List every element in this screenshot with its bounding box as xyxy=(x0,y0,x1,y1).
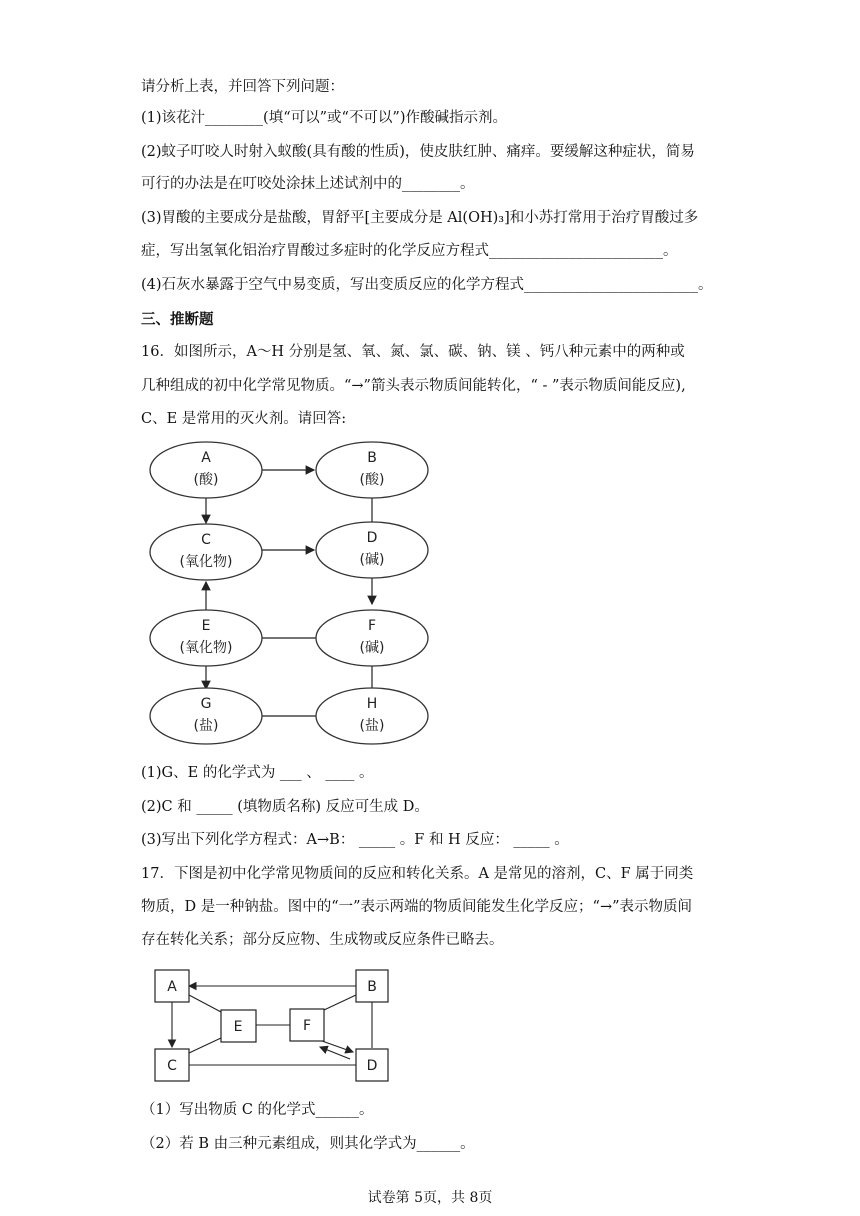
q17-diagram xyxy=(150,965,395,1085)
q16-stem-line2: 几种组成的初中化学常见物质。“→”箭头表示物质间能转化，“ - ”表示物质间能反应), xyxy=(141,378,686,394)
q15-part2-line2: 可行的办法是在叮咬处涂抹上述试剂中的________。 xyxy=(141,176,475,192)
node-f-label: (碱) xyxy=(359,640,385,656)
node-g-label: (盐) xyxy=(193,718,219,734)
q16-stem-line1: 16．如图所示，A～H 分别是氢、氧、氮、氯、碳、钠、镁 、钙八种元素中的两种或 xyxy=(141,344,685,360)
line-a-e xyxy=(189,995,221,1012)
box-a-label: A xyxy=(167,979,177,995)
node-c-label: (氧化物) xyxy=(179,554,233,570)
node-a-letter: A xyxy=(201,450,211,466)
node-a-label: (酸) xyxy=(193,472,219,488)
node-g-letter: G xyxy=(200,696,212,712)
arrow-f-to-d xyxy=(322,1041,353,1052)
node-d-label: (碱) xyxy=(359,552,385,568)
q17-question1: （1）写出物质 C 的化学式______。 xyxy=(141,1102,374,1118)
q17-stem-line3: 存在转化关系；部分反应物、生成物或反应条件已略去。 xyxy=(141,932,504,948)
line-f-b xyxy=(324,995,356,1010)
q15-part3-line1: (3)胃酸的主要成分是盐酸，胃舒平[主要成分是 Al(OH)₃]和小苏打常用于治疗胃酸过多 xyxy=(141,210,699,226)
q15-part4: (4)石灰水暴露于空气中易变质，写出变质反应的化学方程式________________________。 xyxy=(141,277,713,293)
node-d-letter: D xyxy=(366,530,378,546)
line-c-e xyxy=(189,1038,221,1053)
box-c-label: C xyxy=(167,1058,177,1074)
page-footer: 试卷第 5页，共 8页 xyxy=(367,1190,493,1206)
node-e-label: (氧化物) xyxy=(179,640,233,656)
q15-part2-line1: (2)蚊子叮咬人时射入蚁酸(具有酸的性质)，使皮肤红肿、痛痒。要缓解这种症状，简易 xyxy=(141,144,695,160)
q16-diagram xyxy=(140,440,440,745)
q17-stem-line1: 17．下图是初中化学常见物质间的反应和转化关系。A 是常见的溶剂，C、F 属于同类 xyxy=(141,866,694,882)
q17-question2: （2）若 B 由三种元素组成，则其化学式为______。 xyxy=(141,1136,475,1152)
q17-stem-line2: 物质，D 是一种钠盐。图中的“一”表示两端的物质间能发生化学反应；“→”表示物质间 xyxy=(141,899,693,915)
q15-part3-line2: 症，写出氢氧化铝治疗胃酸过多症时的化学反应方程式________________________。 xyxy=(141,243,678,259)
node-h-letter: H xyxy=(366,696,378,712)
q15-part1: (1)该花汁________(填“可以”或“不可以”)作酸碱指示剂。 xyxy=(141,110,508,126)
q16-question2: (2)C 和 _____ (填物质名称) 反应可生成 D。 xyxy=(141,799,429,815)
node-c-letter: C xyxy=(201,532,211,548)
box-f-label: F xyxy=(302,1018,312,1034)
node-e-letter: E xyxy=(201,618,211,634)
section-intro: 请分析上表，并回答下列问题： xyxy=(141,79,344,95)
node-b-label: (酸) xyxy=(359,472,385,488)
box-d-label: D xyxy=(366,1058,378,1074)
node-h-label: (盐) xyxy=(359,718,385,734)
box-e-label: E xyxy=(233,1019,243,1035)
node-f-letter: F xyxy=(367,618,377,634)
node-b-letter: B xyxy=(367,450,377,466)
section3-title: 三、推断题 xyxy=(141,312,214,328)
q16-question3: (3)写出下列化学方程式：A→B： _____ 。F 和 H 反应： _____ 。 xyxy=(141,832,569,848)
q16-stem-line3: C、E 是常用的灭火剂。请回答: xyxy=(141,411,347,427)
q16-question1: (1)G、E 的化学式为 ___ 、 ____ 。 xyxy=(141,765,374,781)
box-b-label: B xyxy=(367,979,377,995)
